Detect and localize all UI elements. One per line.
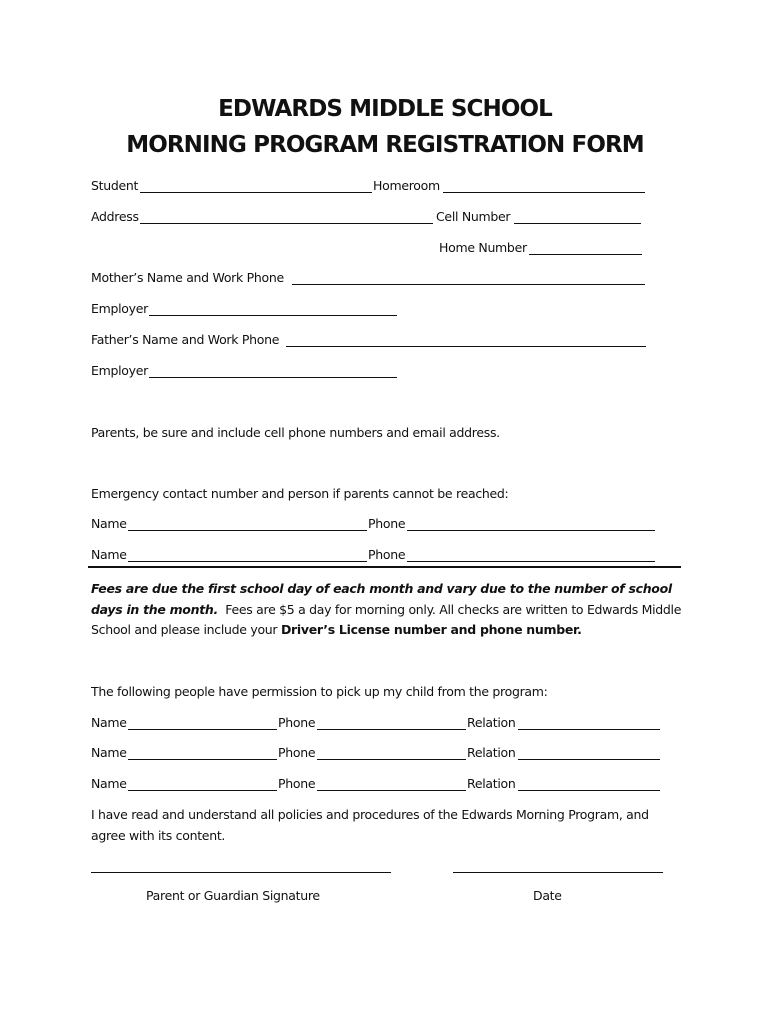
emergency-heading: Emergency contact number and person if parents cannot be reached: xyxy=(91,486,509,501)
pickup-3-name-label: Name xyxy=(91,776,127,791)
pickup-2-phone-label: Phone xyxy=(278,745,316,760)
employer-2-label: Employer xyxy=(91,363,148,378)
pickup-3-phone-label: Phone xyxy=(278,776,316,791)
date-label: Date xyxy=(533,888,562,903)
pickup-1-relation-label: Relation xyxy=(467,715,516,730)
pickup-1-relation-field[interactable] xyxy=(518,729,660,730)
pickup-2-name-field[interactable] xyxy=(128,759,277,760)
pickup-2-relation-label: Relation xyxy=(467,745,516,760)
emergency-2-phone-field[interactable] xyxy=(407,561,655,562)
homeroom-label: Homeroom xyxy=(373,178,440,193)
agreement-text: I have read and understand all policies and procedures of the Edwards Morning Program, and agree with its content. xyxy=(91,807,649,843)
pickup-2-relation-field[interactable] xyxy=(518,759,660,760)
emergency-1-name-field[interactable] xyxy=(128,530,367,531)
employer-1-field[interactable] xyxy=(149,315,397,316)
pickup-1-name-label: Name xyxy=(91,715,127,730)
pickup-2-name-label: Name xyxy=(91,745,127,760)
pickup-3-relation-label: Relation xyxy=(467,776,516,791)
pickup-1-name-field[interactable] xyxy=(128,729,277,730)
fees-rate-text: Fees are $5 a day for morning only. All checks are written to Edwards Middle School and please include your xyxy=(91,601,682,637)
parents-note: Parents, be sure and include cell phone numbers and email address. xyxy=(91,425,500,440)
emergency-2-name-field[interactable] xyxy=(128,561,367,562)
emergency-1-name-label: Name xyxy=(91,516,127,531)
address-label: Address xyxy=(91,209,139,224)
emergency-1-phone-label: Phone xyxy=(368,516,406,531)
mother-field[interactable] xyxy=(292,284,645,285)
mother-label: Mother’s Name and Work Phone xyxy=(91,270,284,285)
emergency-2-phone-label: Phone xyxy=(368,547,406,562)
pickup-heading: The following people have permission to pick up my child from the program: xyxy=(91,684,548,699)
fees-license-text: Driver’s License number and phone number. xyxy=(280,622,582,637)
form-title-line-2: MORNING PROGRAM REGISTRATION FORM xyxy=(126,132,644,158)
address-field[interactable] xyxy=(140,223,433,224)
emergency-1-phone-field[interactable] xyxy=(407,530,655,531)
home-number-label: Home Number xyxy=(439,240,527,255)
date-line[interactable] xyxy=(453,872,663,873)
emergency-2-name-label: Name xyxy=(91,547,127,562)
homeroom-field[interactable] xyxy=(443,192,645,193)
student-label: Student xyxy=(91,178,139,193)
pickup-1-phone-field[interactable] xyxy=(317,729,466,730)
pickup-1-phone-label: Phone xyxy=(278,715,316,730)
pickup-2-phone-field[interactable] xyxy=(317,759,466,760)
pickup-3-relation-field[interactable] xyxy=(518,790,660,791)
home-number-field[interactable] xyxy=(529,254,642,255)
father-field[interactable] xyxy=(286,346,646,347)
cell-number-field[interactable] xyxy=(514,223,641,224)
signature-line[interactable] xyxy=(91,872,391,873)
pickup-3-phone-field[interactable] xyxy=(317,790,466,791)
student-field[interactable] xyxy=(140,192,372,193)
form-title-line-1: EDWARDS MIDDLE SCHOOL xyxy=(218,96,552,122)
employer-1-label: Employer xyxy=(91,301,148,316)
employer-2-field[interactable] xyxy=(149,377,397,378)
signature-label: Parent or Guardian Signature xyxy=(146,888,320,903)
fees-paragraph xyxy=(91,579,691,641)
section-divider xyxy=(88,566,681,568)
pickup-3-name-field[interactable] xyxy=(128,790,277,791)
fees-due-text: Fees are due the first school day of each month and vary due to the number of school days in the month. xyxy=(91,581,672,617)
father-label: Father’s Name and Work Phone xyxy=(91,332,280,347)
cell-number-label: Cell Number xyxy=(436,209,511,224)
